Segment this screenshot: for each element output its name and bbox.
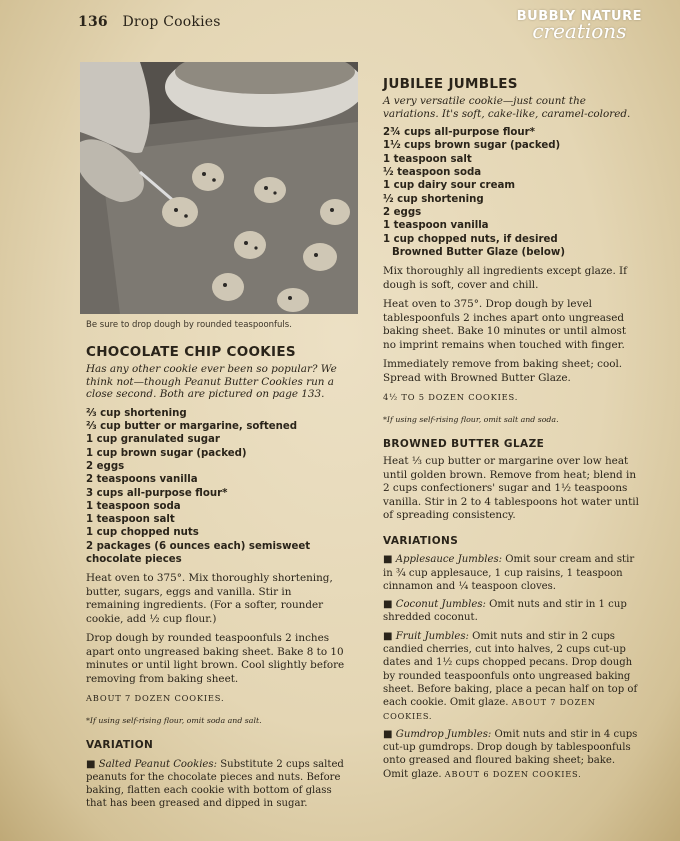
variation-text: Omit sour cream and stir in ¾ cup applesauce, 1 cup raisins, 1 teaspoon cinnamon and ¼ teaspoon cloves. (383, 554, 635, 592)
instruction-paragraph: Drop dough by rounded teaspoonfuls 2 inches apart onto ungreased baking sheet. Bake 8 to 10 minutes or until light brown. Cool slightly before removing from baking sheet. (86, 632, 345, 685)
instruction-paragraph: Heat oven to 375°. Mix thoroughly shortening, butter, sugars, eggs and vanilla. Stir in remaining ingredients. (For a softer, rounder cookie, add ½ cup flour.) (86, 572, 333, 625)
instruction-paragraph: Mix thoroughly all ingredients except glaze. If dough is soft, cover and chill. (383, 265, 628, 291)
watermark-logo (517, 10, 642, 41)
variation-yield: ABOUT 7 DOZEN COOKIES. (383, 697, 596, 721)
variation-name: Gumdrop Jumbles: (395, 728, 492, 740)
variation-name: Fruit Jumbles: (395, 630, 469, 642)
variation-text: Substitute 2 cups salted peanuts for the chocolate pieces and nuts. Before baking, flatten each cookie with bottom of glass that has been greased and dipped in sugar. (86, 758, 344, 810)
recipe-yield: 4½ TO 5 DOZEN COOKIES. (383, 392, 519, 403)
ingredient: 2 packages (6 ounces each) semisweet (86, 540, 311, 552)
variation-item: ■ Fruit Jumbles: Omit nuts and stir in 2 cups candied cherries, cut into halves, 2 cups cut-up dates and 1½ cups chopped pecans. Drop dough by rounded teaspoonfuls onto ungreased baking sheet. Before baking, place a pecan half on top of each cookie. Omit glaze. ABOUT 7 DOZEN COOKIES. (383, 630, 638, 721)
footnote: *If using self-rising flour, omit soda and salt. (86, 715, 262, 725)
ingredient: 1 teaspoon soda (86, 500, 181, 512)
variation-text: Omit nuts and stir in 2 cups candied cherries, cut into halves, 2 cups cut-up dates and 1½ cups chopped pecans. Drop dough by rounded teaspoonfuls onto ungreased baking sheet. Before baking, place a pecan half on top of each cookie. Omit glaze. (383, 630, 638, 709)
variation-heading: VARIATION (86, 739, 154, 752)
cookie-photo (80, 62, 358, 314)
variation-item: ■ Applesauce Jumbles: Omit sour cream and stir in ¾ cup applesauce, 1 cup raisins, 1 teaspoon cinnamon and ¼ teaspoon cloves. (383, 554, 635, 592)
recipe-title-chocolate-chip: CHOCOLATE CHIP COOKIES (86, 344, 296, 360)
variation-name: Salted Peanut Cookies: (98, 758, 217, 770)
ingredient: 1 teaspoon salt (383, 153, 472, 165)
photo-illustration (80, 62, 358, 314)
photo-caption: Be sure to drop dough by rounded teaspoonfuls. (86, 320, 292, 330)
ingredient: 1½ cups brown sugar (packed) (383, 140, 561, 152)
ingredient-list (383, 126, 641, 259)
variations-heading: VARIATIONS (383, 534, 459, 547)
ingredient: 2¾ cups all-purpose flour* (383, 127, 535, 139)
ingredient: 1 teaspoon vanilla (383, 220, 489, 232)
ingredient: 3 cups all-purpose flour* (86, 487, 228, 499)
variation-item: ■ Gumdrop Jumbles: Omit nuts and stir in 4 cups cut-up gumdrops. Drop dough by tablespoonfuls onto greased and floured baking sheet; bake. Omit glaze. ABOUT 6 DOZEN COOKIES. (383, 728, 638, 780)
variation-name: Coconut Jumbles: (395, 599, 486, 611)
ingredient-list (86, 407, 348, 567)
footnote: *If using self-rising flour, omit salt and soda. (383, 414, 559, 424)
variation-item: ■ Salted Peanut Cookies: Substitute 2 cups salted peanuts for the chocolate pieces and nuts. Before baking, flatten each cookie with bottom of glass that has been greased and dipped in sugar. (86, 758, 344, 810)
ingredient: ½ teaspoon soda (383, 167, 482, 179)
page-number: 136 (78, 14, 108, 30)
ingredient: 2 eggs (383, 206, 422, 218)
variation-text: Omit nuts and stir in 4 cups cut-up gumdrops. Drop dough by tablespoonfuls onto greased and floured baking sheet; bake. Omit glaze. (383, 728, 638, 780)
recipe-title-jubilee-jumbles: JUBILEE JUMBLES (383, 76, 518, 92)
ingredient: 2 teaspoons vanilla (86, 474, 198, 486)
variation-text: Omit nuts and stir in 1 cup shredded coconut. (383, 599, 627, 624)
ingredient: 1 cup brown sugar (packed) (86, 447, 247, 459)
ingredient: ½ cup shortening (383, 193, 484, 205)
ingredient: 1 cup dairy sour cream (383, 180, 515, 192)
watermark-line-2: creations (532, 19, 627, 43)
ingredient: chocolate pieces (86, 554, 182, 566)
ingredient: Browned Butter Glaze (below) (392, 246, 565, 258)
recipe-intro: Has any other cookie ever been so popular? We think not—though Peanut Butter Cookies run a close second. Both are pictured on page 133. (86, 363, 337, 401)
glaze-heading: BROWNED BUTTER GLAZE (383, 437, 545, 450)
variation-item: ■ Coconut Jumbles: Omit nuts and stir in 1 cup shredded coconut. (383, 599, 627, 624)
variation-name: Applesauce Jumbles: (395, 554, 503, 566)
ingredient: 2 eggs (86, 460, 125, 472)
page-header (78, 14, 221, 30)
variation-yield: ABOUT 6 DOZEN COOKIES. (444, 768, 582, 779)
left-column (86, 344, 348, 811)
watermark-line-1: BUBBLY NATURE (516, 9, 642, 24)
instruction-paragraph: Immediately remove from baking sheet; cool. Spread with Browned Butter Glaze. (383, 358, 623, 384)
section-title: Drop Cookies (122, 14, 221, 30)
ingredient: 1 cup chopped nuts, if desired (383, 233, 558, 245)
ingredient: ⅔ cup shortening (86, 407, 187, 419)
ingredient: ⅔ cup butter or margarine, softened (86, 421, 298, 433)
ingredient: 1 teaspoon salt (86, 514, 175, 526)
ingredient: 1 cup chopped nuts (86, 527, 199, 539)
instruction-paragraph: Heat oven to 375°. Drop dough by level tablespoonfuls 2 inches apart onto ungreased baking sheet. Bake 10 minutes or until almost no imprint remains when touched with finger. (383, 298, 627, 351)
recipe-yield: ABOUT 7 DOZEN COOKIES. (86, 693, 225, 704)
right-column (383, 76, 641, 781)
ingredient: 1 cup granulated sugar (86, 434, 220, 446)
glaze-instructions: Heat ⅓ cup butter or margarine over low heat until golden brown. Remove from heat; blend in 2 cups confectioners' sugar and 1½ teaspoons vanilla. Stir in 2 to 4 tablespoons hot water until of spreading consistency. (383, 455, 639, 522)
recipe-intro: A very versatile cookie—just count the variations. It's soft, cake-like, caramel-colored. (383, 95, 631, 120)
